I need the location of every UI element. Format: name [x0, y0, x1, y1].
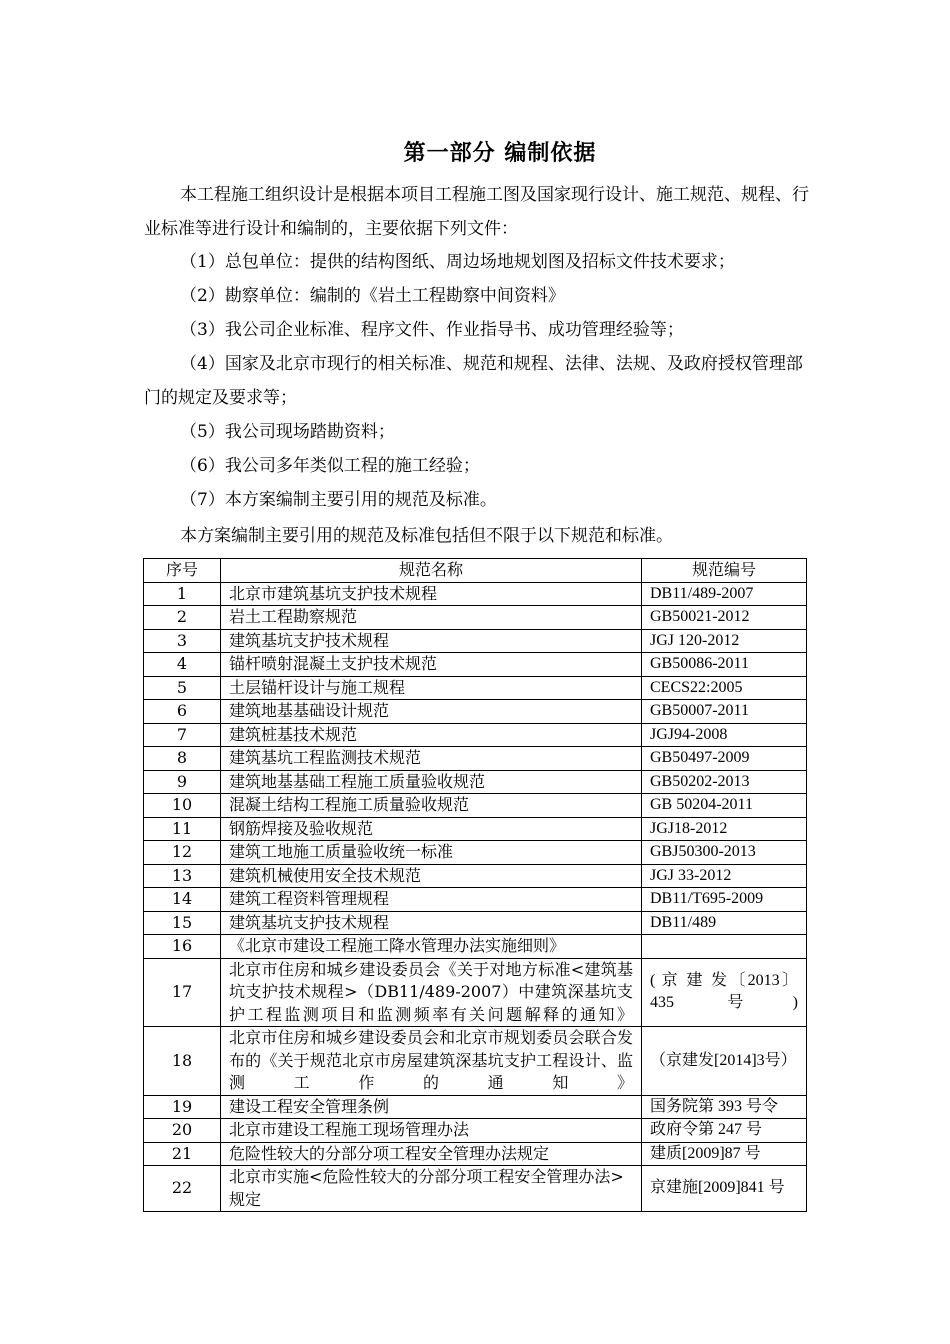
standard-code: GB50007-2011 — [642, 700, 807, 724]
row-index: 10 — [144, 794, 221, 818]
row-index: 22 — [144, 1166, 221, 1212]
row-index: 12 — [144, 841, 221, 865]
standard-name: 岩土工程勘察规范 — [221, 606, 642, 630]
row-index: 21 — [144, 1142, 221, 1166]
standard-code: GB50086-2011 — [642, 653, 807, 677]
row-index: 5 — [144, 676, 221, 700]
standard-code: JGJ94-2008 — [642, 723, 807, 747]
row-index: 11 — [144, 817, 221, 841]
standard-code: 国务院第 393 号令 — [642, 1095, 807, 1119]
row-index: 7 — [144, 723, 221, 747]
standard-code: GB 50204-2011 — [642, 794, 807, 818]
row-index: 4 — [144, 653, 221, 677]
table-row — [144, 888, 807, 912]
table-row — [144, 935, 807, 959]
basis-item-5: （5）我公司现场踏勘资料； — [180, 422, 395, 442]
table-row — [144, 770, 807, 794]
table-row — [144, 653, 807, 677]
standard-code: DB11/489 — [642, 911, 807, 935]
table-row — [144, 864, 807, 888]
standard-name: 北京市住房和城乡建设委员会和北京市规划委员会联合发布的《关于规范北京市房屋建筑深基坑支护工程设计、监测工作的通知》 — [221, 1027, 642, 1096]
table-row — [144, 794, 807, 818]
standard-code: GB50202-2013 — [642, 770, 807, 794]
standard-name: 北京市建筑基坑支护技术规程 — [221, 582, 642, 606]
standard-name: 北京市住房和城乡建设委员会《关于对地方标准<建筑基坑支护技术规程>（DB11/489-2007）中建筑深基坑支护工程监测项目和监测频率有关问题解释的通知》 — [221, 958, 642, 1027]
table-row — [144, 817, 807, 841]
standard-name: 建设工程安全管理条例 — [221, 1095, 642, 1119]
standard-name: 北京市实施<危险性较大的分部分项工程安全管理办法>规定 — [221, 1166, 642, 1212]
table-row — [144, 606, 807, 630]
standard-name: 危险性较大的分部分项工程安全管理办法规定 — [221, 1142, 642, 1166]
standard-code — [642, 935, 807, 959]
row-index: 15 — [144, 911, 221, 935]
row-index: 3 — [144, 629, 221, 653]
basis-item-7: （7）本方案编制主要引用的规范及标准。 — [180, 490, 497, 510]
basis-item-4: （4）国家及北京市现行的相关标准、规范和规程、法律、法规、及政府授权管理部门的规定及要求等； — [144, 354, 803, 408]
standard-code: 政府令第 247 号 — [642, 1119, 807, 1143]
row-index: 2 — [144, 606, 221, 630]
table-row — [144, 1166, 807, 1212]
table-body — [144, 582, 807, 1212]
standard-name: 建筑基坑支护技术规程 — [221, 911, 642, 935]
basis-item-2: （2）勘察单位：编制的《岩土工程勘察中间资料》 — [180, 286, 565, 306]
table-row — [144, 911, 807, 935]
standard-name: 建筑基坑支护技术规程 — [221, 629, 642, 653]
table-row — [144, 1095, 807, 1119]
header-name: 规范名称 — [221, 559, 642, 583]
standard-code: GB50497-2009 — [642, 747, 807, 771]
standard-code: DB11/489-2007 — [642, 582, 807, 606]
standard-code: CECS22:2005 — [642, 676, 807, 700]
standard-name: 建筑机械使用安全技术规范 — [221, 864, 642, 888]
row-index: 20 — [144, 1119, 221, 1143]
standard-code: GBJ50300-2013 — [642, 841, 807, 865]
row-index: 17 — [144, 958, 221, 1027]
standard-code: 建质[2009]87 号 — [642, 1142, 807, 1166]
row-index: 13 — [144, 864, 221, 888]
basis-item-3: （3）我公司企业标准、程序文件、作业指导书、成功管理经验等； — [180, 320, 684, 340]
standard-name: 北京市建设工程施工现场管理办法 — [221, 1119, 642, 1143]
table-row — [144, 723, 807, 747]
table-row — [144, 958, 807, 1027]
standard-code: ( 京 建 发〔2013〕435 号) — [642, 958, 807, 1027]
intro-paragraph: 本工程施工组织设计是根据本项目工程施工图及国家现行设计、施工规范、规程、行业标准等进行设计和编制的，主要依据下列文件： — [144, 185, 809, 239]
table-row — [144, 629, 807, 653]
standard-name: 钢筋焊接及验收规范 — [221, 817, 642, 841]
table-row — [144, 1027, 807, 1096]
standard-code: 京建施[2009]841 号 — [642, 1166, 807, 1212]
standard-code: JGJ 120-2012 — [642, 629, 807, 653]
header-code: 规范编号 — [642, 559, 807, 583]
standard-name: 建筑工程资料管理规程 — [221, 888, 642, 912]
standard-code: （京建发[2014]3号） — [642, 1027, 807, 1096]
standard-code: JGJ18-2012 — [642, 817, 807, 841]
standard-name: 土层锚杆设计与施工规程 — [221, 676, 642, 700]
standard-name: 建筑地基基础设计规范 — [221, 700, 642, 724]
standard-name: 建筑基坑工程监测技术规范 — [221, 747, 642, 771]
row-index: 18 — [144, 1027, 221, 1096]
row-index: 9 — [144, 770, 221, 794]
standard-name: 《北京市建设工程施工降水管理办法实施细则》 — [221, 935, 642, 959]
standard-code: GB50021-2012 — [642, 606, 807, 630]
row-index: 19 — [144, 1095, 221, 1119]
table-row — [144, 676, 807, 700]
row-index: 1 — [144, 582, 221, 606]
header-index: 序号 — [144, 559, 221, 583]
table-row — [144, 747, 807, 771]
row-index: 8 — [144, 747, 221, 771]
row-index: 6 — [144, 700, 221, 724]
basis-item-6: （6）我公司多年类似工程的施工经验； — [180, 456, 480, 476]
table-row — [144, 1119, 807, 1143]
table-row — [144, 700, 807, 724]
row-index: 16 — [144, 935, 221, 959]
basis-item-1: （1）总包单位：提供的结构图纸、周边场地规划图及招标文件技术要求； — [180, 252, 735, 272]
table-intro: 本方案编制主要引用的规范及标准包括但不限于以下规范和标准。 — [180, 526, 673, 546]
standard-name: 建筑地基基础工程施工质量验收规范 — [221, 770, 642, 794]
table-header-row — [144, 559, 807, 583]
standard-code: DB11/T695-2009 — [642, 888, 807, 912]
standard-name: 建筑桩基技术规范 — [221, 723, 642, 747]
standards-table — [143, 558, 807, 1212]
table-row — [144, 582, 807, 606]
standard-code: JGJ 33-2012 — [642, 864, 807, 888]
table-row — [144, 1142, 807, 1166]
standard-name: 锚杆喷射混凝土支护技术规范 — [221, 653, 642, 677]
table-row — [144, 841, 807, 865]
page-title: 第一部分 编制依据 — [403, 140, 597, 166]
standard-name: 建筑工地施工质量验收统一标准 — [221, 841, 642, 865]
standard-name: 混凝土结构工程施工质量验收规范 — [221, 794, 642, 818]
row-index: 14 — [144, 888, 221, 912]
